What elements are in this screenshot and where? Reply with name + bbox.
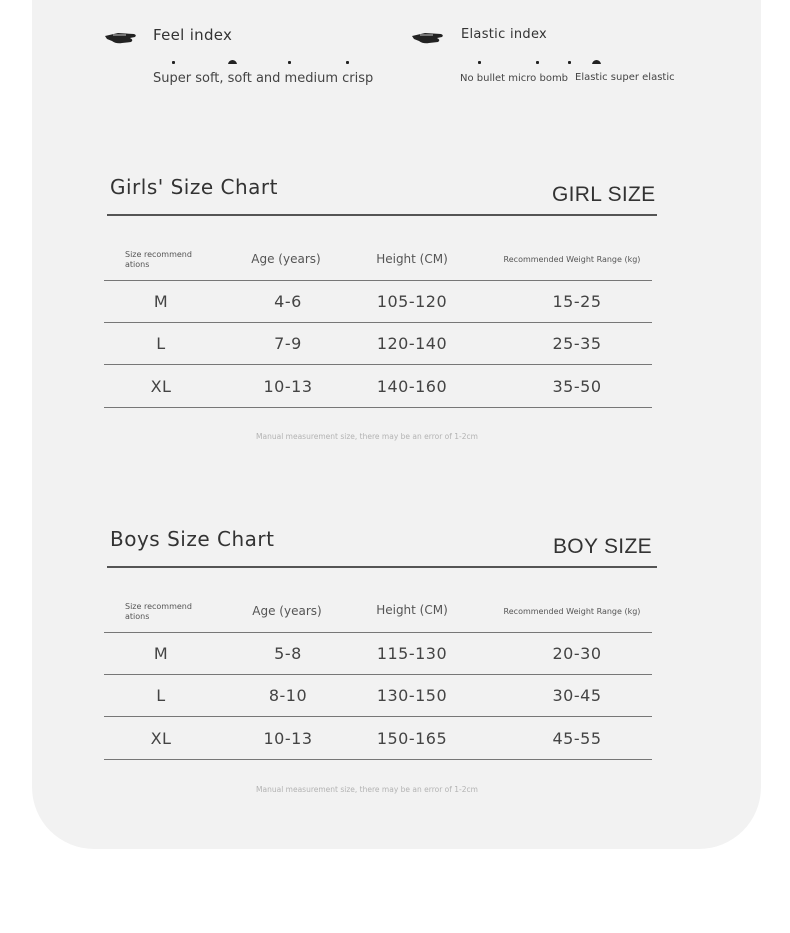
table-rule — [104, 364, 652, 365]
hand-pointer-icon — [411, 29, 445, 45]
table-rule — [104, 407, 652, 408]
table-cell: 10-13 — [263, 377, 313, 396]
col-header-size: Size recommend ations — [125, 250, 192, 269]
table-cell: 30-45 — [552, 686, 602, 705]
elastic-index-title: Elastic index — [461, 27, 548, 42]
table-cell: 35-50 — [552, 377, 602, 396]
col-header-age: Age (years) — [251, 252, 321, 266]
girls-chart-subtitle: GIRL SIZE — [552, 183, 656, 206]
table-cell: 150-165 — [376, 729, 448, 748]
table-rule — [104, 759, 652, 760]
table-cell: L — [156, 334, 166, 353]
feel-index-level: Super soft, soft and medium crisp — [153, 71, 374, 86]
table-cell: M — [153, 644, 169, 663]
table-cell: 130-150 — [376, 686, 448, 705]
table-cell: 120-140 — [376, 334, 448, 353]
measurement-note: Manual measurement size, there may be an error of 1-2cm — [256, 785, 478, 794]
girls-chart-title: Girls' Size Chart — [110, 175, 278, 199]
table-rule — [104, 280, 652, 281]
col-header-height: Height (CM) — [376, 603, 448, 617]
measurement-note: Manual measurement size, there may be an error of 1-2cm — [256, 432, 478, 441]
table-cell: 10-13 — [263, 729, 313, 748]
feel-index-title: Feel index — [153, 26, 233, 44]
table-cell: L — [156, 686, 166, 705]
table-cell: 8-10 — [268, 686, 308, 705]
elastic-index-level-low: No bullet micro bomb — [460, 73, 569, 84]
table-rule — [104, 716, 652, 717]
hand-pointer-icon — [104, 29, 138, 45]
boys-chart-header-rule — [107, 566, 657, 568]
table-cell: 115-130 — [376, 644, 448, 663]
elastic-index-scale — [470, 60, 610, 64]
feel-index-scale — [160, 60, 360, 64]
table-cell: 45-55 — [552, 729, 602, 748]
col-header-height: Height (CM) — [376, 252, 448, 266]
table-cell: 20-30 — [552, 644, 602, 663]
col-header-age: Age (years) — [252, 604, 322, 618]
col-header-weight: Recommended Weight Range (kg) — [503, 255, 641, 264]
table-rule — [104, 322, 652, 323]
table-cell: 25-35 — [552, 334, 602, 353]
table-cell: XL — [150, 377, 172, 396]
col-header-weight: Recommended Weight Range (kg) — [503, 607, 641, 616]
table-cell: 140-160 — [376, 377, 448, 396]
table-cell: M — [153, 292, 169, 311]
table-cell: 4-6 — [274, 292, 302, 311]
table-rule — [104, 632, 652, 633]
elastic-index-level-high: Elastic super elastic — [575, 72, 675, 83]
boys-chart-subtitle: BOY SIZE — [553, 535, 652, 558]
boys-chart-title: Boys Size Chart — [110, 527, 275, 551]
table-cell: 105-120 — [376, 292, 448, 311]
col-header-size: Size recommend ations — [125, 602, 192, 621]
table-cell: 5-8 — [274, 644, 302, 663]
table-rule — [104, 674, 652, 675]
product-info-card — [32, 0, 761, 849]
girls-chart-header-rule — [107, 214, 657, 216]
table-cell: 7-9 — [274, 334, 302, 353]
table-cell: XL — [150, 729, 172, 748]
table-cell: 15-25 — [552, 292, 602, 311]
